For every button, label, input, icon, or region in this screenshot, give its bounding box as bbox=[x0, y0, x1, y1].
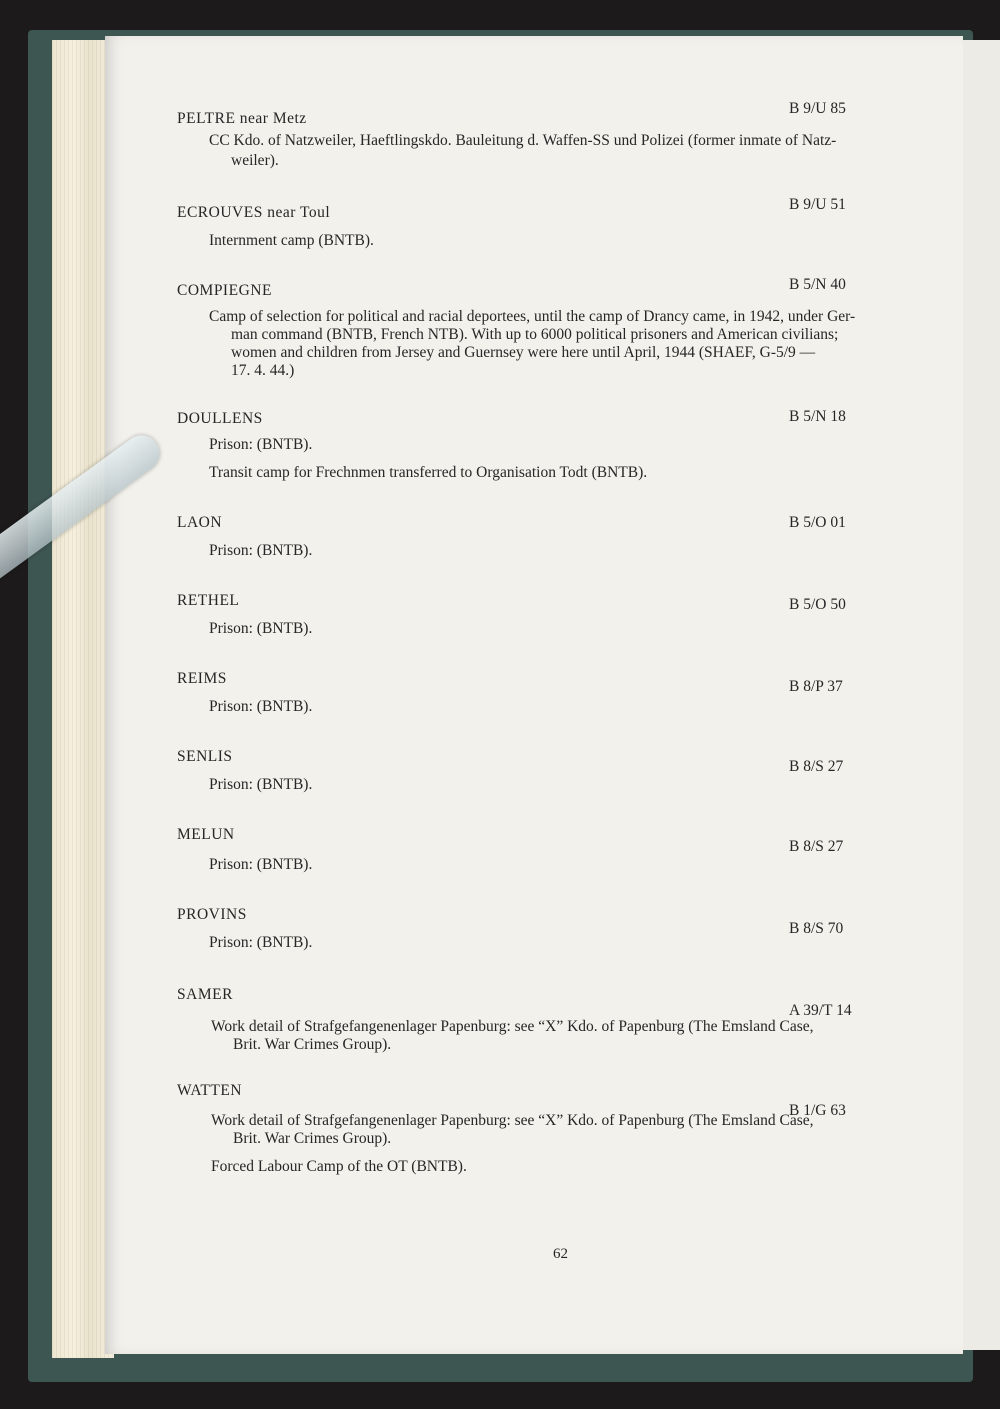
entry-text: Prison: (BNTB). bbox=[209, 776, 313, 793]
entry-heading: COMPIEGNE bbox=[177, 282, 272, 299]
entry-heading: RETHEL bbox=[177, 592, 240, 609]
book-page bbox=[105, 36, 963, 1354]
entry-reference: A 39/T 14 bbox=[789, 1002, 852, 1019]
entry-text: 17. 4. 44.) bbox=[231, 362, 295, 379]
entry-reference: B 8/S 70 bbox=[789, 920, 844, 937]
entry-text: Prison: (BNTB). bbox=[209, 436, 313, 453]
page-content bbox=[105, 36, 963, 1354]
entry-reference: B 5/N 18 bbox=[789, 408, 846, 425]
entry-reference: B 5/O 50 bbox=[789, 596, 846, 613]
entry-heading: WATTEN bbox=[177, 1082, 242, 1099]
next-page-edge bbox=[962, 40, 1000, 1350]
entry-heading: ECROUVES near Toul bbox=[177, 204, 331, 221]
entry-reference: B 8/S 27 bbox=[789, 758, 844, 775]
entry-text: Prison: (BNTB). bbox=[209, 542, 313, 559]
page-number: 62 bbox=[553, 1246, 568, 1262]
entry-text: Internment camp (BNTB). bbox=[209, 232, 374, 249]
entry-text: Prison: (BNTB). bbox=[209, 856, 313, 873]
entry-heading: DOULLENS bbox=[177, 410, 263, 427]
entry-text: man command (BNTB, French NTB). With up to 6000 political prisoners and American civilians; bbox=[231, 326, 839, 343]
entry-reference: B 9/U 85 bbox=[789, 100, 846, 117]
entry-reference: B 8/S 27 bbox=[789, 838, 844, 855]
entry-heading: PELTRE near Metz bbox=[177, 110, 307, 127]
entry-heading: LAON bbox=[177, 514, 223, 531]
entry-text: CC Kdo. of Natzweiler, Haeftlingskdo. Bauleitung d. Waffen-SS und Polizei (former inmate of Natz- bbox=[209, 132, 837, 149]
entry-text: Camp of selection for political and racial deportees, until the camp of Drancy came, in 1942, under Ger- bbox=[209, 308, 856, 325]
entry-text: Brit. War Crimes Group). bbox=[233, 1036, 392, 1053]
entry-text: Work detail of Strafgefangenenlager Papenburg: see “X” Kdo. of Papenburg (The Emsland Case, bbox=[211, 1112, 814, 1129]
entry-text: Brit. War Crimes Group). bbox=[233, 1130, 392, 1147]
entry-heading: SENLIS bbox=[177, 748, 233, 765]
entry-reference: B 1/G 63 bbox=[789, 1102, 846, 1119]
entry-reference: B 5/N 40 bbox=[789, 276, 846, 293]
entry-text: weiler). bbox=[231, 152, 279, 169]
entry-text: Prison: (BNTB). bbox=[209, 620, 313, 637]
entry-reference: B 8/P 37 bbox=[789, 678, 843, 695]
entry-heading: MELUN bbox=[177, 826, 235, 843]
entry-heading: SAMER bbox=[177, 986, 233, 1003]
entry-text: women and children from Jersey and Guernsey were here until April, 1944 (SHAEF, G-5/9 — bbox=[231, 344, 816, 361]
entry-reference: B 9/U 51 bbox=[789, 196, 846, 213]
entry-reference: B 5/O 01 bbox=[789, 514, 846, 531]
entry-text: Prison: (BNTB). bbox=[209, 698, 313, 715]
entry-heading: REIMS bbox=[177, 670, 227, 687]
entry-text: Transit camp for Frechnmen transferred to Organisation Todt (BNTB). bbox=[209, 464, 648, 481]
entry-text: Prison: (BNTB). bbox=[209, 934, 313, 951]
entry-heading: PROVINS bbox=[177, 906, 247, 923]
entry-text: Forced Labour Camp of the OT (BNTB). bbox=[211, 1158, 467, 1175]
entry-text: Work detail of Strafgefangenenlager Papenburg: see “X” Kdo. of Papenburg (The Emsland Case, bbox=[211, 1018, 814, 1035]
